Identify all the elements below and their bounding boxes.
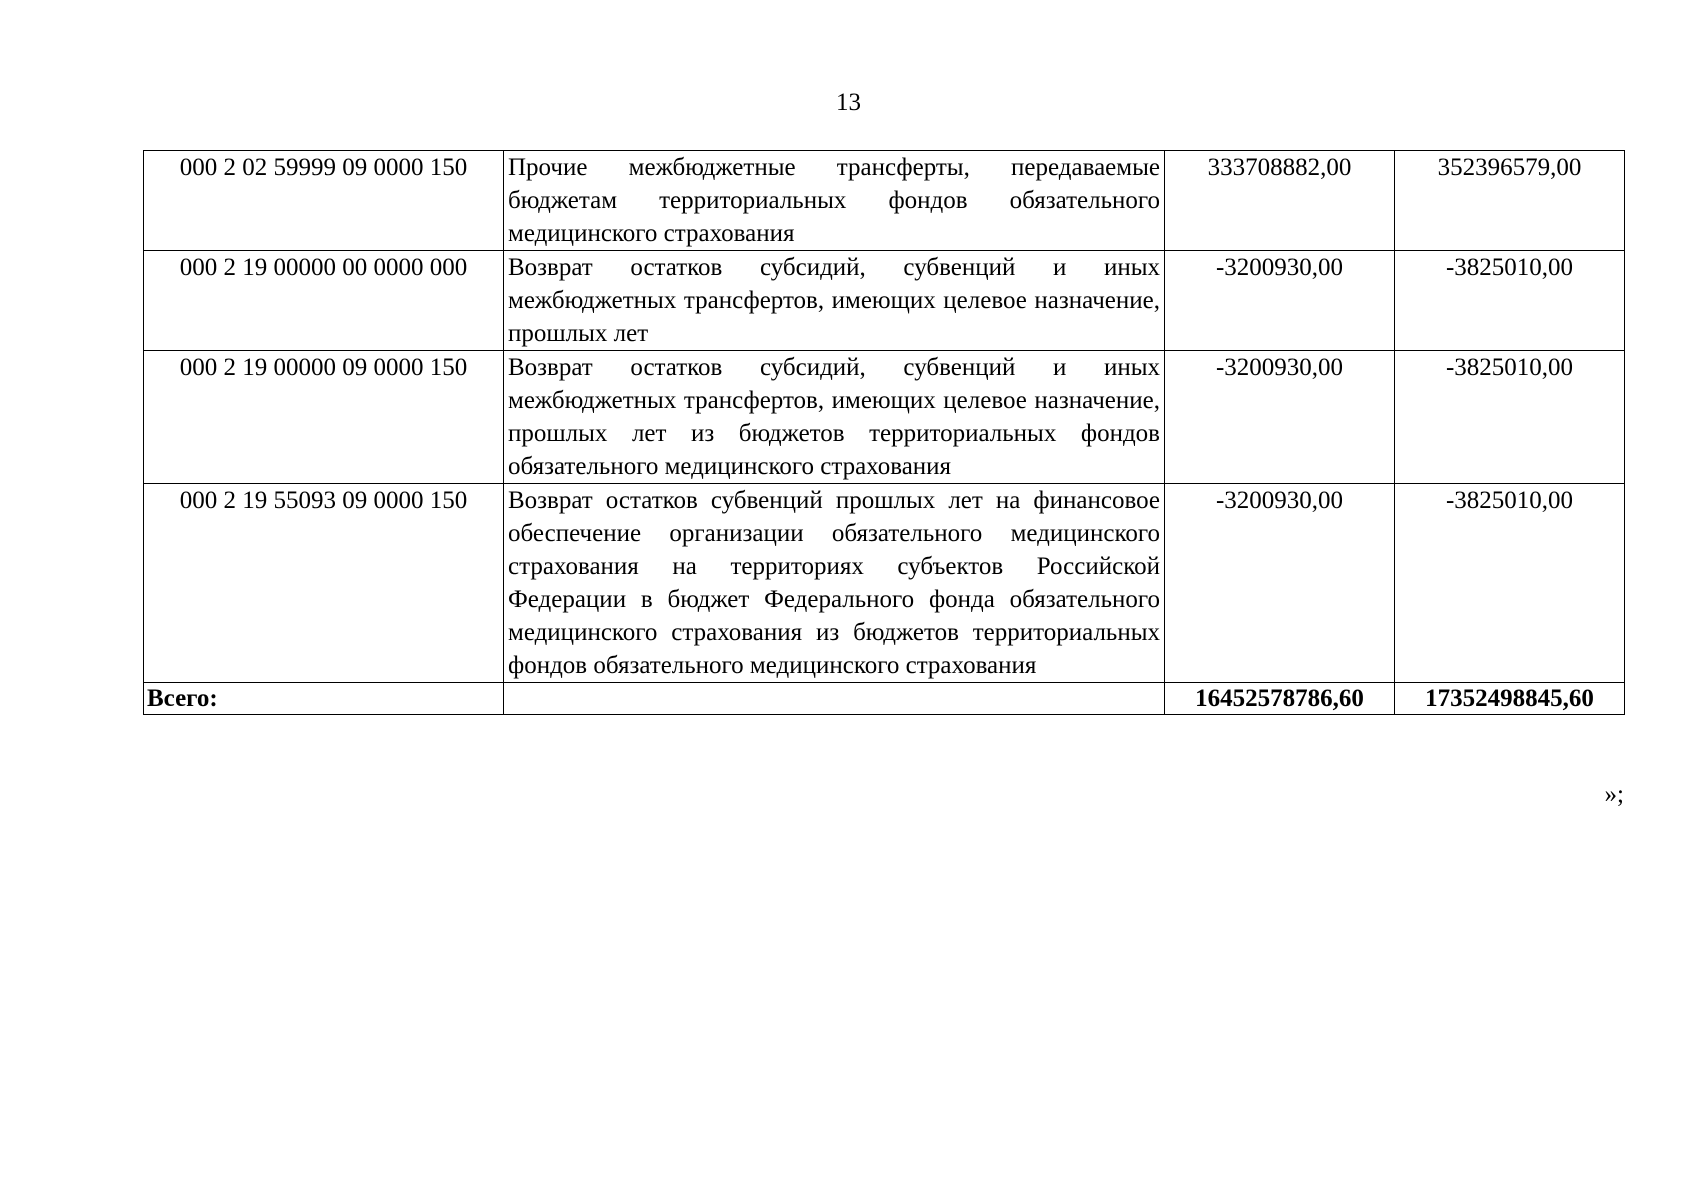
amount-year-1: -3200930,00 (1165, 484, 1395, 683)
total-row (144, 683, 1625, 715)
closing-quote-mark: »; (1604, 781, 1624, 808)
revenue-name: Возврат остатков субсидий, субвенций и иных межбюджетных трансфертов, имеющих целевое назначение, прошлых лет (504, 251, 1165, 351)
total-name-cell (504, 683, 1165, 715)
amount-year-2: 352396579,00 (1395, 151, 1625, 251)
amount-year-1: -3200930,00 (1165, 251, 1395, 351)
table-row (144, 251, 1625, 351)
budget-revenue-table (143, 150, 1625, 715)
amount-year-2: -3825010,00 (1395, 351, 1625, 484)
table-row (144, 484, 1625, 683)
revenue-name: Прочие межбюджетные трансферты, передаваемые бюджетам территориальных фондов обязательного медицинского страхования (504, 151, 1165, 251)
page-number: 13 (836, 89, 861, 116)
total-label: Всего: (144, 683, 504, 715)
budget-classification-code: 000 2 02 59999 09 0000 150 (144, 151, 504, 251)
amount-year-2: -3825010,00 (1395, 484, 1625, 683)
table-row (144, 151, 1625, 251)
table-row (144, 351, 1625, 484)
amount-year-1: -3200930,00 (1165, 351, 1395, 484)
amount-year-1: 333708882,00 (1165, 151, 1395, 251)
total-amount-year-2: 17352498845,60 (1395, 683, 1625, 715)
revenue-name: Возврат остатков субсидий, субвенций и иных межбюджетных трансфертов, имеющих целевое назначение, прошлых лет из бюджетов территориальных фондов обязательного медицинского страхования (504, 351, 1165, 484)
budget-classification-code: 000 2 19 00000 09 0000 150 (144, 351, 504, 484)
budget-classification-code: 000 2 19 00000 00 0000 000 (144, 251, 504, 351)
amount-year-2: -3825010,00 (1395, 251, 1625, 351)
total-amount-year-1: 16452578786,60 (1165, 683, 1395, 715)
revenue-name: Возврат остатков субвенций прошлых лет на финансовое обеспечение организации обязательного медицинского страхования на территориях субъектов Российской Федерации в бюджет Федерального фонда обязательного медицинского страхования из бюджетов территориальных фондов обязательного медицинского страхования (504, 484, 1165, 683)
budget-classification-code: 000 2 19 55093 09 0000 150 (144, 484, 504, 683)
